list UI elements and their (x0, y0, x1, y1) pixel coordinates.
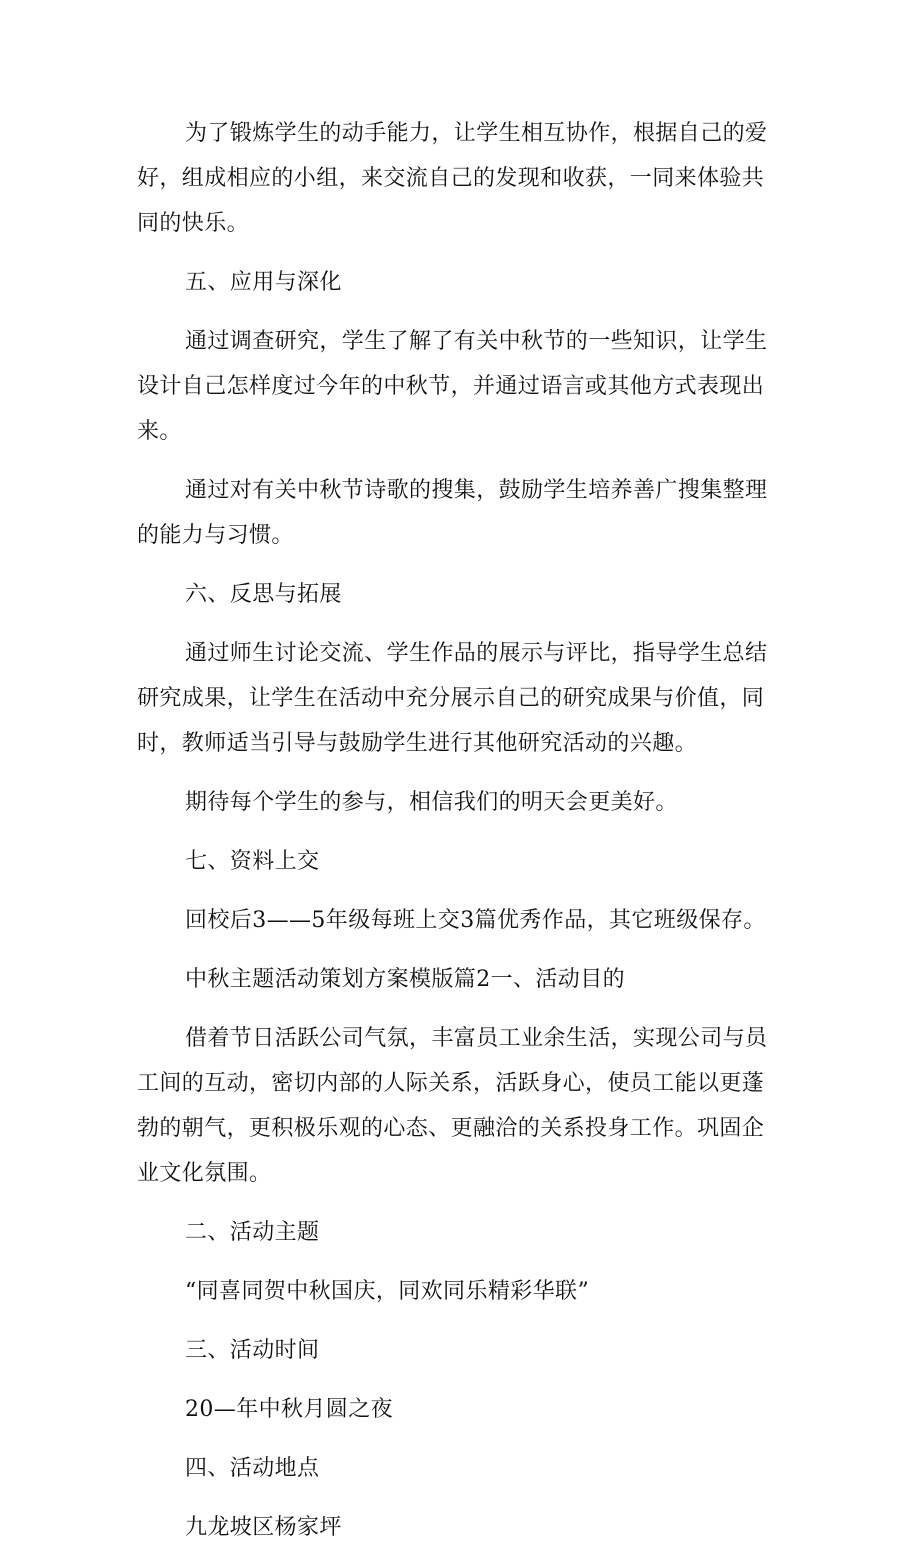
section-heading-reflection: 六、反思与拓展 (185, 582, 342, 607)
paragraph-expectation: 期待每个学生的参与，相信我们的明天会更美好。 (185, 790, 678, 815)
paragraph-location-detail: 九龙坡区杨家坪 (185, 1515, 342, 1540)
paragraph-practice: 为了锻炼学生的动手能力，让学生相互协作，根据自己的爱好，组成相应的小组，来交流自己的发现和收获，一同来体验共同的快乐。 (137, 121, 768, 236)
section-heading-theme: 二、活动主题 (185, 1220, 320, 1245)
paragraph-collect-poems: 通过对有关中秋节诗歌的搜集，鼓励学生培养善广搜集整理的能力与习惯。 (137, 478, 768, 548)
paragraph-design-festival: 通过调查研究，学生了解了有关中秋节的一些知识，让学生设计自己怎样度过今年的中秋节，并通过语言或其他方式表现出来。 (137, 329, 768, 444)
section-heading-application: 五、应用与深化 (185, 270, 342, 295)
paragraph-submission-detail: 回校后3——5年级每班上交3篇优秀作品，其它班级保存。 (185, 908, 766, 933)
section-heading-location: 四、活动地点 (185, 1456, 320, 1481)
paragraph-time-detail: 20—年中秋月圆之夜 (185, 1397, 393, 1422)
paragraph-plan-title: 中秋主题活动策划方案模版篇2一、活动目的 (185, 967, 625, 992)
paragraph-activity-purpose: 借着节日活跃公司气氛，丰富员工业余生活，实现公司与员工间的互动，密切内部的人际关系，活跃身心，使员工能以更蓬勃的朝气，更积极乐观的心态、更融洽的关系投身工作。巩固企业文化氛围。 (137, 1026, 768, 1186)
paragraph-theme-slogan: “同喜同贺中秋国庆，同欢同乐精彩华联” (185, 1279, 590, 1304)
document-body (137, 111, 785, 1564)
section-heading-submission: 七、资料上交 (185, 849, 320, 874)
section-heading-time: 三、活动时间 (185, 1338, 320, 1363)
paragraph-discussion: 通过师生讨论交流、学生作品的展示与评比，指导学生总结研究成果，让学生在活动中充分展示自己的研究成果与价值，同时，教师适当引导与鼓励学生进行其他研究活动的兴趣。 (137, 641, 768, 756)
